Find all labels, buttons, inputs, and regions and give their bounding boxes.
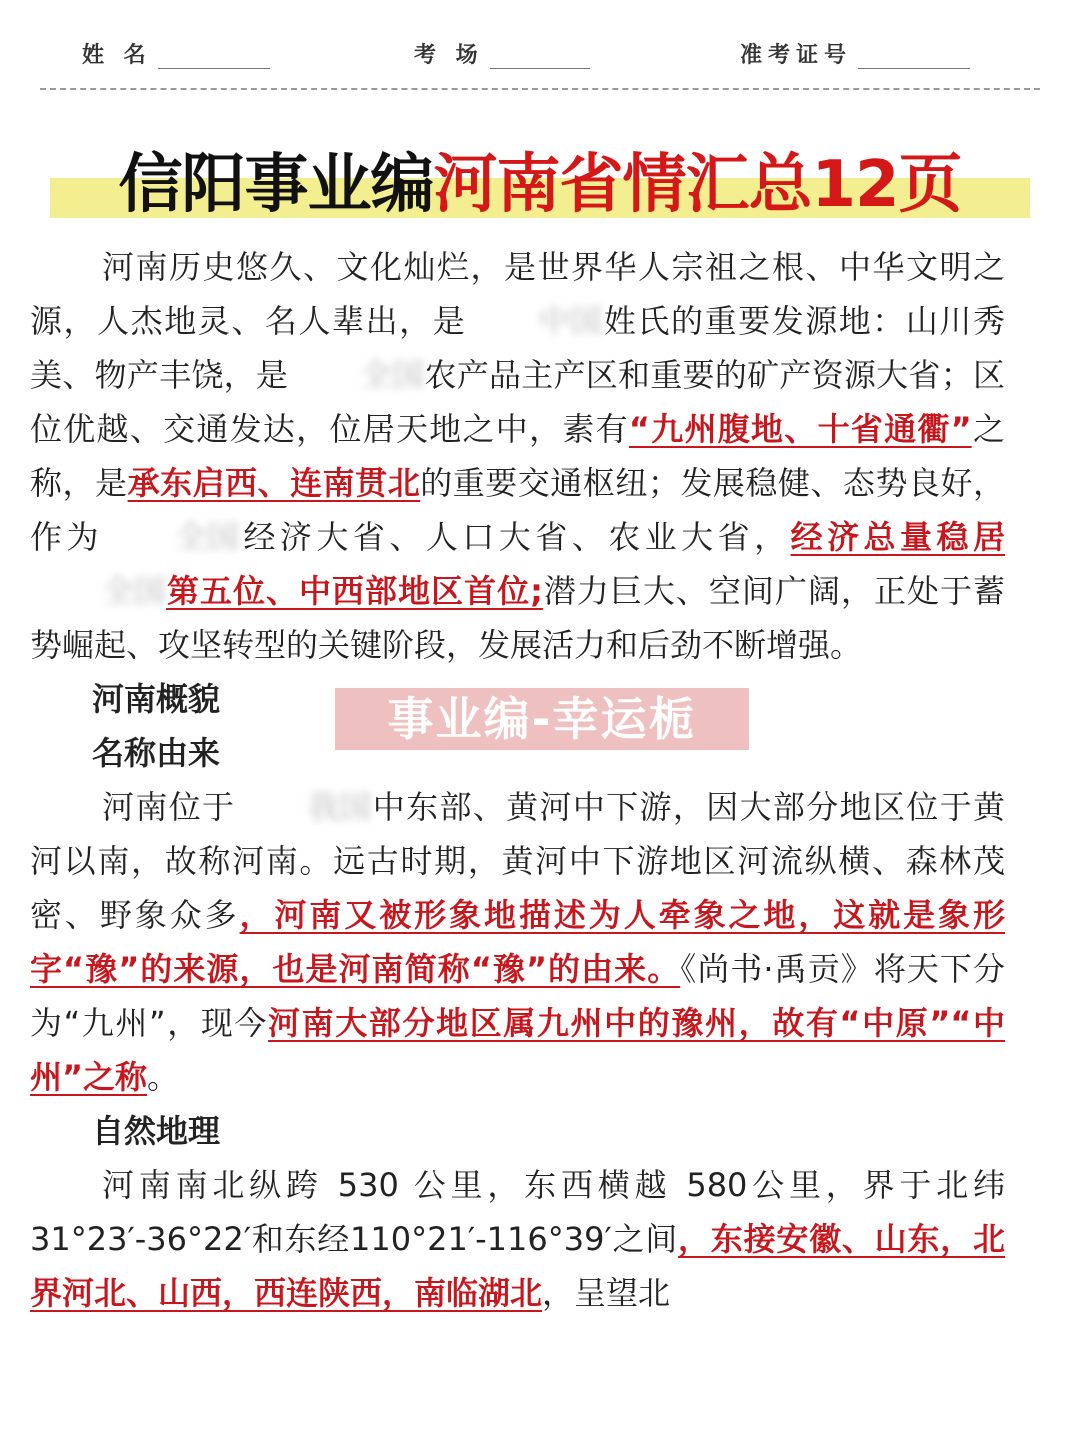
- text: 之称，是: [30, 410, 1005, 502]
- text: 河南南北纵跨 530 公里，东西横越 580公里，界于北纬31°23′-36°22′和东经110°21′-116°39′之间: [30, 1166, 1005, 1258]
- blurred-text: 全国: [360, 356, 425, 394]
- highlight-text: 经济总量稳居: [790, 518, 1005, 556]
- highlight-text: 河南大部分地区属九州中的豫州，故有“中原”“中州”之称: [30, 1004, 1005, 1096]
- text: 姓氏的重要发源地：山川秀美、物产丰饶，是: [30, 302, 1005, 394]
- name-field: [82, 38, 270, 69]
- highlight-text: ，河南又被形象地描述为人牵象之地，这就是象形字“豫”的来源，也是河南简称“豫”的由来。: [30, 896, 1005, 988]
- highlight-text: ，东接安徽、山东，北界河北、山西，西连陕西，南临湖北: [30, 1220, 1005, 1312]
- highlight-text: 承东启西、连南贯北: [127, 464, 421, 502]
- highlight-text: 第五位、中西部地区首位;: [166, 572, 543, 610]
- exam-header: [0, 0, 1080, 90]
- intro-paragraph: [30, 240, 1005, 672]
- text: 经济大省、人口大省、农业大省，: [238, 518, 791, 556]
- blurred-text: 我国: [307, 788, 372, 826]
- text: 河南位于: [102, 788, 236, 826]
- title-red: 河南省情汇总12页: [433, 148, 962, 222]
- blurred-text: 全国: [102, 572, 167, 610]
- room-blank: [490, 48, 590, 69]
- section-heading: 名称由来: [92, 734, 221, 772]
- text: 农产品主产区和重要的矿产资源大省；区位优越、交通发达，位居天地之中，素有: [30, 356, 1005, 448]
- watermark: 事业编-幸运栀: [335, 688, 749, 750]
- text: 中东部、黄河中下游，因大部分地区位于黄河以南，故称河南。远古时期，黄河中下游地区河流纵横、森林茂密、野象众多: [30, 788, 1005, 934]
- text: 《尚书·禹贡》将天下分为“九州”，现今: [30, 950, 1005, 1042]
- room-field: [414, 38, 590, 69]
- id-blank: [858, 48, 970, 69]
- blurred-text: 全国: [174, 518, 239, 556]
- geography-paragraph: [30, 1158, 1005, 1320]
- blurred-text: 中国: [538, 302, 603, 340]
- room-label: 考 场: [414, 42, 484, 68]
- section-heading: 自然地理: [92, 1112, 221, 1150]
- text: 潜力巨大、空间广阔，正处于蓄势崛起、攻坚转型的关键阶段，发展活力和后劲不断增强。: [30, 572, 1005, 664]
- id-field: [740, 38, 970, 69]
- name-blank: [158, 48, 270, 69]
- page-title: [0, 140, 1080, 230]
- id-label: 准考证号: [740, 42, 853, 68]
- name-origin-paragraph: [30, 780, 1005, 1104]
- text: 河南历史悠久、文化灿烂，是世界华人宗祖之根、中华文明之源，人杰地灵、名人辈出，是: [30, 248, 1005, 340]
- text: 的重要交通枢纽；发展稳健、态势良好，作为: [30, 464, 1005, 556]
- text: 。: [147, 1058, 180, 1096]
- text: ，呈望北: [542, 1274, 671, 1312]
- title-black: 信阳事业编: [118, 148, 434, 222]
- name-label: 姓 名: [82, 42, 152, 68]
- cut-line: [40, 88, 1040, 90]
- highlight-text: “九州腹地、十省通衢”: [628, 410, 972, 448]
- document-body: [30, 240, 1005, 1320]
- section-heading: 河南概貌: [92, 680, 221, 718]
